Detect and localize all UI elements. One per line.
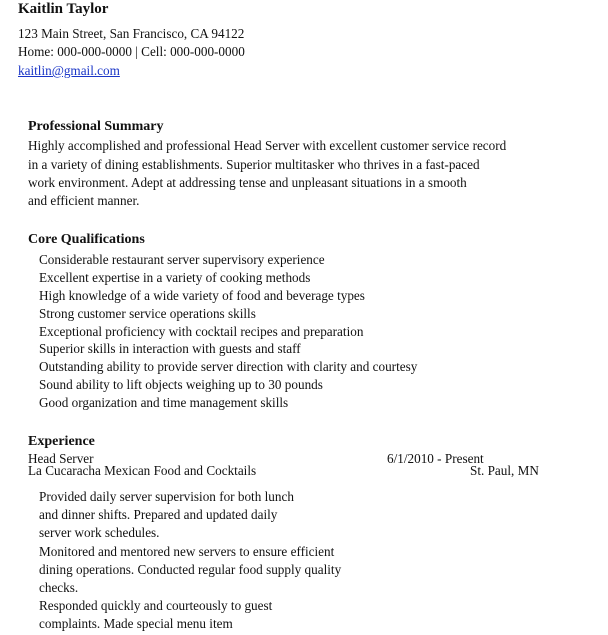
summary-line: in a variety of dining establishments. Superior multitasker who thrives in a fast-paced (28, 157, 480, 172)
job-responsibility-line: complaints. Made special menu item (39, 616, 233, 631)
summary-line: work environment. Adept at addressing tense and unpleasant situations in a smooth (28, 175, 467, 190)
qualification-item: High knowledge of a wide variety of food and beverage types (39, 288, 365, 303)
resume-name: Kaitlin Taylor (18, 1, 109, 17)
job-responsibility-line: dining operations. Conducted regular food supply quality (39, 562, 342, 577)
job-company: La Cucaracha Mexican Food and Cocktails (28, 463, 257, 478)
job-title: Head Server (28, 451, 94, 466)
qualification-item: Considerable restaurant server supervisory experience (39, 252, 325, 267)
summary-heading: Professional Summary (28, 119, 164, 134)
contact-address: 123 Main Street, San Francisco, CA 94122 (18, 26, 245, 41)
qualification-item: Superior skills in interaction with guests and staff (39, 341, 301, 356)
job-dates: 6/1/2010 - Present (387, 451, 484, 466)
qualification-item: Excellent expertise in a variety of cooking methods (39, 270, 311, 285)
qualification-item: Good organization and time management skills (39, 395, 289, 410)
summary-line: Highly accomplished and professional Head Server with excellent customer service record (28, 138, 507, 153)
contact-email-link[interactable]: kaitlin@gmail.com (18, 63, 120, 78)
summary-line: and efficient manner. (28, 193, 140, 208)
qualification-item: Sound ability to lift objects weighing up to 30 pounds (39, 377, 323, 392)
qualification-item: Exceptional proficiency with cocktail recipes and preparation (39, 324, 364, 339)
job-responsibility-line: Responded quickly and courteously to guest (39, 598, 273, 613)
job-responsibility-line: Provided daily server supervision for both lunch (39, 489, 294, 504)
contact-phones: Home: 000-000-0000 | Cell: 000-000-0000 (18, 44, 245, 59)
job-responsibility-line: Monitored and mentored new servers to ensure efficient (39, 544, 335, 559)
qualification-item: Strong customer service operations skills (39, 306, 256, 321)
job-location: St. Paul, MN (470, 463, 539, 478)
job-responsibility-line: and dinner shifts. Prepared and updated daily (39, 507, 278, 522)
job-responsibility-line: server work schedules. (39, 525, 160, 540)
experience-heading: Experience (28, 434, 95, 449)
job-responsibility-line: checks. (39, 580, 79, 595)
qualifications-heading: Core Qualifications (28, 232, 145, 247)
qualification-item: Outstanding ability to provide server direction with clarity and courtesy (39, 359, 418, 374)
